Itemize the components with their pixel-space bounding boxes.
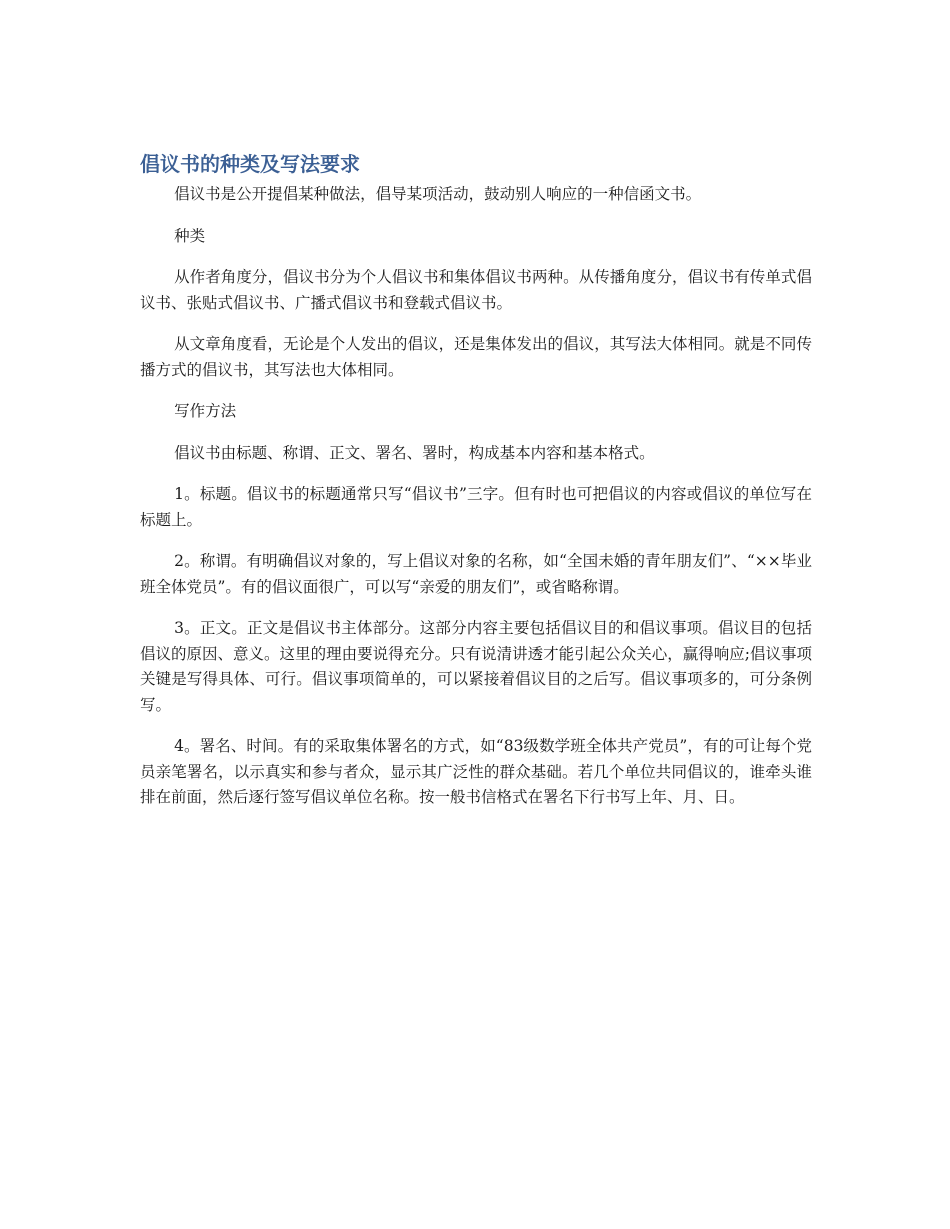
item-title: 1。标题。倡议书的标题通常只写“倡议书”三字。但有时也可把倡议的内容或倡议的单位写在标题上。 xyxy=(140,485,812,529)
document-title: 倡议书的种类及写法要求 xyxy=(140,152,360,176)
item-salutation: 2。称谓。有明确倡议对象的，写上倡议对象的名称，如“全国未婚的青年朋友们”、“××毕业班全体党员”。有的倡议面很广，可以写“亲爱的朋友们”，或省略称谓。 xyxy=(140,552,812,596)
method-paragraph: 倡议书由标题、称谓、正文、署名、署时，构成基本内容和基本格式。 xyxy=(174,443,655,462)
intro-paragraph: 倡议书是公开提倡某种做法，倡导某项活动，鼓动别人响应的一种信函文书。 xyxy=(174,185,702,203)
section-heading-writing-method: 写作方法 xyxy=(174,402,237,420)
section-heading-types: 种类 xyxy=(174,226,206,245)
item-body: 3。正文。正文是倡议书主体部分。这部分内容主要包括倡议目的和倡议事项。倡议目的包括倡议的原因、意义。这里的理由要说得充分。只有说清讲透才能引起公众关心，赢得响应;倡议事项关键是写得具体、可行。倡议事项简单的，可以紧接着倡议目的之后写。倡议事项多的，可分条例写。 xyxy=(140,619,812,714)
types-paragraph-2: 从文章角度看，无论是个人发出的倡议，还是集体发出的倡议，其写法大体相同。就是不同传播方式的倡议书，其写法也大体相同。 xyxy=(140,335,812,379)
item-signature-date: 4。署名、时间。有的采取集体署名的方式，如“83级数学班全体共产党员”，有的可让每个党员亲笔署名，以示真实和参与者众，显示其广泛性的群众基础。若几个单位共同倡议的，谁牵头谁排在前面，然后逐行签写倡议单位名称。按一般书信格式在署名下行书写上年、月、日。 xyxy=(140,737,812,806)
types-paragraph-1: 从作者角度分，倡议书分为个人倡议书和集体倡议书两种。从传播角度分，倡议书有传单式倡议书、张贴式倡议书、广播式倡议书和登载式倡议书。 xyxy=(140,268,812,312)
document-body xyxy=(140,150,812,827)
